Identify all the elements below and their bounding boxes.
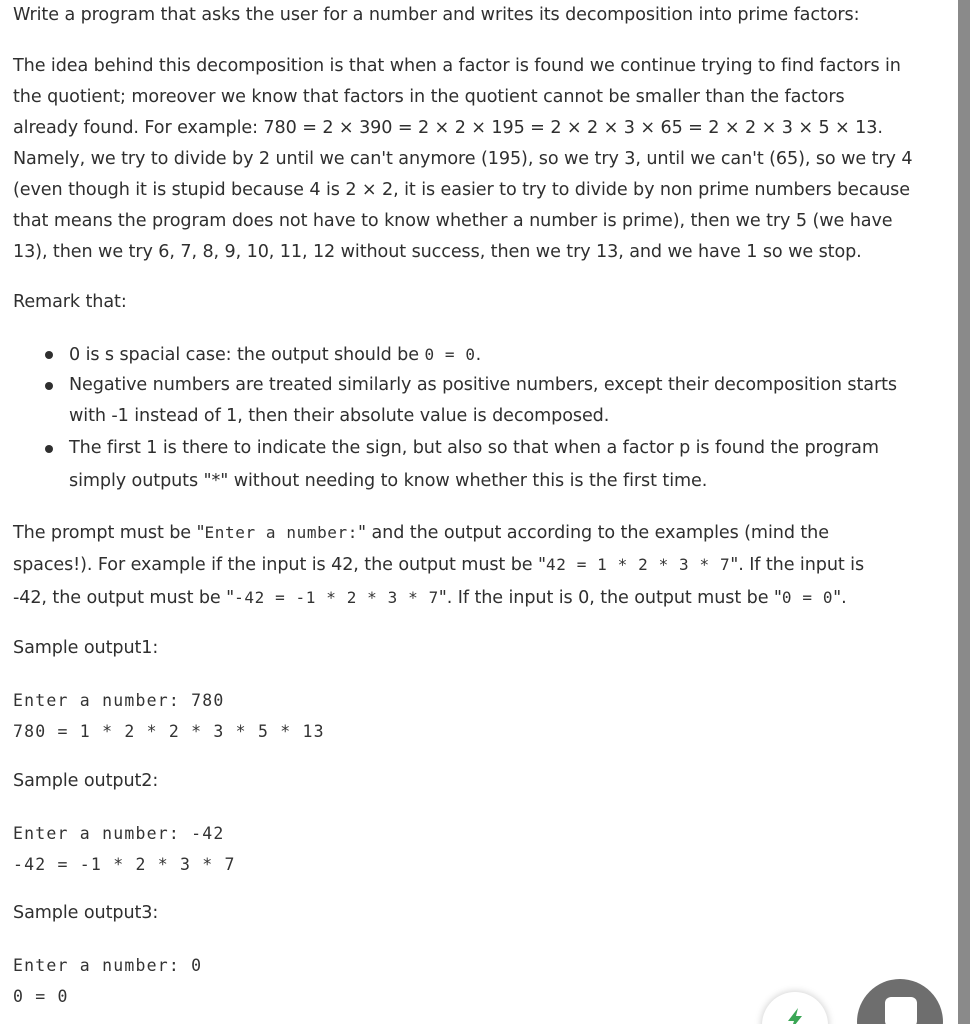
paragraph-line: Namely, we try to divide by 2 until we can't anymore (195), so we try 3, until we can't (65), so we try 4	[13, 149, 913, 169]
paragraph-text: spaces!). For example if the input is 42, the output must be "	[13, 555, 547, 575]
remark-heading: Remark that:	[13, 292, 127, 312]
scrollbar[interactable]	[958, 0, 970, 1024]
list-item	[13, 433, 938, 495]
paragraph-text: " and the output according to the examples (mind the	[358, 523, 829, 543]
code-line: Enter a number: 780	[13, 691, 225, 710]
sample-label: Sample output1:	[13, 638, 159, 658]
prompt-paragraph	[13, 517, 864, 613]
inline-code: 42 = 1 * 2 * 3 * 7	[546, 555, 731, 574]
code-line: Enter a number: 0	[13, 956, 203, 975]
remark-text: The first 1 is there to indicate the sign, but also so that when a factor p is found the program	[69, 438, 879, 458]
quick-action-button[interactable]	[762, 992, 828, 1024]
inline-code: 0 = 0	[781, 588, 834, 607]
remark-text: with -1 instead of 1, then their absolute value is decomposed.	[69, 406, 610, 426]
inline-code: -42 = -1 * 2 * 3 * 7	[234, 588, 439, 607]
list-item	[13, 370, 938, 432]
chat-button[interactable]	[857, 979, 943, 1024]
code-block	[13, 685, 325, 747]
inline-code: 0 = 0	[424, 345, 476, 364]
explanation-paragraph	[13, 51, 912, 268]
paragraph-text: The prompt must be "	[13, 523, 205, 543]
paragraph-text: ".	[833, 588, 847, 608]
chat-icon	[885, 997, 917, 1024]
inline-code: Enter a number:	[204, 523, 359, 542]
code-line: -42 = -1 * 2 * 3 * 7	[13, 855, 236, 874]
paragraph-line: 13), then we try 6, 7, 8, 9, 10, 11, 12 without success, then we try 13, and we have 1 so we stop.	[13, 242, 862, 262]
code-block	[13, 818, 236, 880]
remarks-list	[13, 339, 938, 495]
remark-text: .	[475, 345, 482, 365]
sample-label: Sample output2:	[13, 771, 159, 791]
paragraph-text: ". If the input is	[730, 555, 865, 575]
bullet-dot	[45, 382, 53, 390]
remark-text: Negative numbers are treated similarly as positive numbers, except their decomposition starts	[69, 375, 897, 395]
code-line: 780 = 1 * 2 * 2 * 3 * 5 * 13	[13, 722, 325, 741]
paragraph-line: (even though it is stupid because 4 is 2 × 2, it is easier to try to divide by non prime numbers because	[13, 180, 910, 200]
lightning-bolt-icon	[782, 1006, 808, 1024]
intro-text: Write a program that asks the user for a number and writes its decomposition into prime factors:	[13, 5, 860, 25]
code-line: Enter a number: -42	[13, 824, 225, 843]
bullet-dot	[45, 445, 53, 453]
paragraph-line: already found. For example: 780 = 2 × 390 = 2 × 2 × 195 = 2 × 2 × 3 × 65 = 2 × 2 × 3 × 5 × 13.	[13, 118, 883, 138]
sample-label: Sample output3:	[13, 903, 159, 923]
paragraph-text: ". If the input is 0, the output must be "	[438, 588, 782, 608]
paragraph-line: The idea behind this decomposition is that when a factor is found we continue trying to find factors in	[13, 56, 901, 76]
paragraph-line: that means the program does not have to know whether a number is prime), then we try 5 (we have	[13, 211, 893, 231]
remark-text: simply outputs "*" without needing to know whether this is the first time.	[69, 471, 708, 491]
code-block	[13, 950, 202, 1012]
bullet-dot	[45, 351, 53, 359]
paragraph-text: -42, the output must be "	[13, 588, 235, 608]
list-item	[13, 339, 938, 370]
remark-text: 0 is s spacial case: the output should be	[69, 345, 425, 365]
paragraph-line: the quotient; moreover we know that factors in the quotient cannot be smaller than the factors	[13, 87, 845, 107]
code-line: 0 = 0	[13, 987, 69, 1006]
